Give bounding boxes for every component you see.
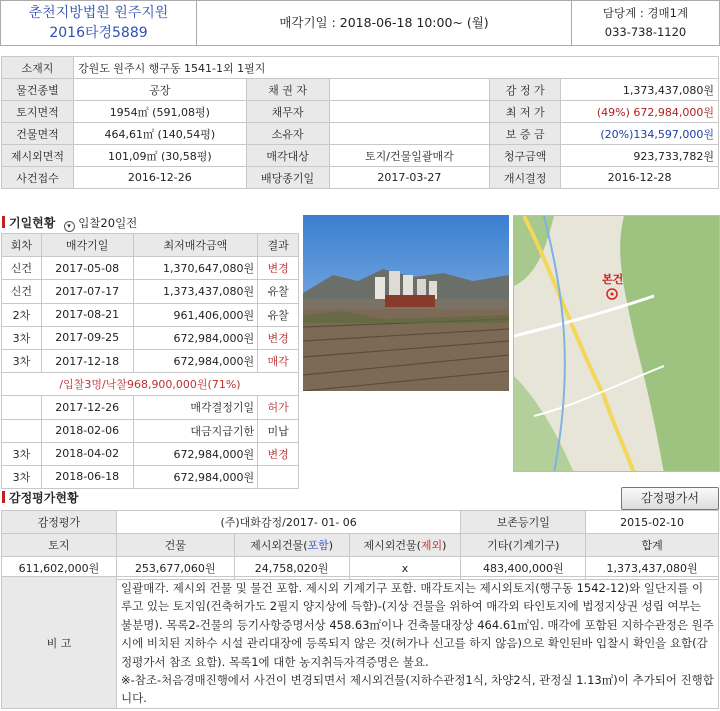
table-row	[2, 349, 299, 372]
appraiser-label: 감정평가	[2, 511, 117, 534]
appraisal-header-row	[2, 534, 719, 557]
info-label: 보 증 금	[490, 123, 561, 145]
info-label: 청구금액	[490, 145, 561, 167]
appraisal-org-row	[2, 511, 719, 534]
appraisal-report-button[interactable]: 감정평가서	[621, 487, 719, 510]
col-building: 건물	[116, 534, 234, 557]
round: 3차	[2, 442, 42, 465]
date: 2017-12-18	[41, 349, 133, 372]
col-other: 기타(기계기구)	[461, 534, 586, 557]
bid-20day-toggle[interactable]	[64, 216, 138, 230]
table-row	[2, 396, 299, 419]
info-value: 464,61㎡ (140,54평)	[73, 123, 246, 145]
info-label: 건물면적	[2, 123, 74, 145]
result	[258, 465, 299, 488]
section-marker-icon	[2, 491, 5, 503]
info-label: 채 권 자	[246, 79, 329, 101]
table-row	[2, 419, 299, 442]
info-value: 1954㎡ (591,08평)	[73, 101, 246, 123]
location-value: 강원도 원주시 행구동 1541-1외 1필지	[73, 57, 718, 79]
result: 허가	[258, 396, 299, 419]
info-value	[329, 123, 490, 145]
appraiser-value: (주)대화감정/2017- 01- 06	[116, 511, 461, 534]
info-label: 감 정 가	[490, 79, 561, 101]
info-row	[2, 167, 719, 189]
col-result: 결과	[258, 234, 299, 257]
property-info-table	[1, 56, 719, 189]
date: 2017-09-25	[41, 326, 133, 349]
info-value: 토지/건물일괄매각	[329, 145, 490, 167]
date: 2017-08-21	[41, 303, 133, 326]
case-header	[0, 0, 720, 46]
price: 대금지급기한	[133, 419, 258, 442]
info-label: 최 저 가	[490, 101, 561, 123]
info-label: 물건종별	[2, 79, 74, 101]
case-number: 2016타경5889	[49, 25, 148, 41]
info-row	[2, 79, 719, 101]
round	[2, 419, 42, 442]
extra-included-value: 24,758,020원	[234, 557, 349, 580]
section-marker-icon	[2, 216, 5, 228]
info-value: 공장	[73, 79, 246, 101]
price: 672,984,000원	[133, 349, 258, 372]
round: 3차	[2, 465, 42, 488]
price: 672,984,000원	[133, 442, 258, 465]
price: 1,373,437,080원	[133, 280, 258, 303]
info-value: 101,09㎡ (30,58평)	[73, 145, 246, 167]
col-land: 토지	[2, 534, 117, 557]
table-row	[2, 442, 299, 465]
appraisal-price: 1,373,437,080원	[561, 79, 719, 101]
price: 1,370,647,080원	[133, 257, 258, 280]
table-row	[2, 303, 299, 326]
department: 담당계 : 경매1계	[602, 6, 689, 20]
date: 2018-06-18	[41, 465, 133, 488]
location-map[interactable]	[513, 215, 720, 472]
result: 유찰	[258, 280, 299, 303]
date: 2017-05-08	[41, 257, 133, 280]
remarks-text: 일괄매각. 제시외 건물 및 물건 포함. 제시외 기계기구 포함. 매각토지는 제시외토지(행구동 1542-12)와 일단지를 이루고 있는 토지임(건축허가도 2필지 양지상에 득함)-(지상 건물을 위하여 매각외 타인토지에 법정지상권 성립 여부는 불분명). 목록2-건물의 등기사항증명서상 458.63㎡이나 건축물대장상 464.61㎡임. 매각에 포함된 지하수관정은 원주시에 비치된 지하수 시설 관리대장에 등록되지 않은 것(허가나 신고를 하지 않음)으로 확인된바 입찰시 확인을 요함(감정평가서 참조 요함). 목록1에 대한 농지취득자격증명은 불요. ※-참조-처음경매진행에서 사건이 변경되면서 제시외건물(지하수관정1식, 차양2식, 관정실 1.13㎡)이 추가되어 진행합니다.	[121, 581, 714, 706]
result: 매각	[258, 349, 299, 372]
contact-block	[571, 1, 719, 45]
date: 2017-12-26	[41, 396, 133, 419]
result: 변경	[258, 442, 299, 465]
round: 3차	[2, 349, 42, 372]
appraisal-title-text: 감정평가현황	[9, 491, 79, 505]
col-total: 합계	[586, 534, 719, 557]
info-value	[329, 79, 490, 101]
info-value: 2017-03-27	[329, 167, 490, 189]
remarks-box	[1, 576, 719, 709]
info-label: 배당종기일	[246, 167, 329, 189]
date: 2018-04-02	[41, 442, 133, 465]
info-label: 토지면적	[2, 101, 74, 123]
price: 672,984,000원	[133, 326, 258, 349]
date: 2018-02-06	[41, 419, 133, 442]
auction-history-table	[1, 233, 299, 489]
table-row	[2, 257, 299, 280]
col-round: 회차	[2, 234, 42, 257]
deposit-amount: (20%)134,597,000원	[561, 123, 719, 145]
registration-date: 2015-02-10	[586, 511, 719, 534]
building-value: 253,677,060원	[116, 557, 234, 580]
round: 신건	[2, 280, 42, 303]
history-section-title	[2, 214, 137, 232]
table-row	[2, 465, 299, 488]
table-row	[2, 326, 299, 349]
date: 2017-07-17	[41, 280, 133, 303]
info-value	[329, 101, 490, 123]
info-row	[2, 123, 719, 145]
remarks-label: 비 고	[2, 577, 117, 708]
result: 미납	[258, 419, 299, 442]
phone-number: 033-738-1120	[604, 25, 687, 39]
result: 변경	[258, 326, 299, 349]
appraisal-section-title	[2, 489, 79, 506]
col-extra-included: 제시외건물(포함)	[234, 534, 349, 557]
info-row	[2, 101, 719, 123]
total-value: 1,373,437,080원	[586, 557, 719, 580]
info-label: 소유자	[246, 123, 329, 145]
sold-note: /입찰3명/낙찰968,900,000원(71%)	[2, 373, 299, 396]
toggle-circle-icon: ▾	[64, 221, 75, 232]
price: 961,406,000원	[133, 303, 258, 326]
court-block	[1, 1, 197, 45]
col-extra-excluded: 제시외건물(제외)	[349, 534, 461, 557]
minimum-price: (49%) 672,984,000원	[561, 101, 719, 123]
extra-excluded-value: x	[349, 557, 461, 580]
other-value: 483,400,000원	[461, 557, 586, 580]
info-label: 제시외면적	[2, 145, 74, 167]
map-marker-label: 본건	[602, 273, 624, 286]
property-photo[interactable]	[303, 215, 509, 391]
info-label: 사건접수	[2, 167, 74, 189]
info-row	[2, 145, 719, 167]
registration-label: 보존등기일	[461, 511, 586, 534]
history-header	[2, 234, 299, 257]
round	[2, 396, 42, 419]
table-row	[2, 280, 299, 303]
round: 2차	[2, 303, 42, 326]
col-date: 매각기일	[41, 234, 133, 257]
result: 변경	[258, 257, 299, 280]
sold-note-row	[2, 373, 299, 396]
sale-date: 매각기일 : 2018-06-18 10:00~ (월)	[279, 15, 489, 30]
round: 3차	[2, 326, 42, 349]
info-value: 2016-12-26	[73, 167, 246, 189]
claim-amount: 923,733,782원	[561, 145, 719, 167]
price: 매각결정기일	[133, 396, 258, 419]
toggle-label: 입찰20일전	[78, 216, 138, 230]
history-title-text: 기일현황	[9, 216, 56, 230]
info-value: 2016-12-28	[561, 167, 719, 189]
price: 672,984,000원	[133, 465, 258, 488]
info-label: 매각대상	[246, 145, 329, 167]
info-label: 채무자	[246, 101, 329, 123]
result: 유찰	[258, 303, 299, 326]
info-label: 개시결정	[490, 167, 561, 189]
court-name: 춘천지방법원 원주지원	[28, 5, 169, 21]
location-label: 소재지	[2, 57, 74, 79]
land-value: 611,602,000원	[2, 557, 117, 580]
round: 신건	[2, 257, 42, 280]
appraisal-table	[1, 510, 719, 580]
col-min-price: 최저매각금액	[133, 234, 258, 257]
